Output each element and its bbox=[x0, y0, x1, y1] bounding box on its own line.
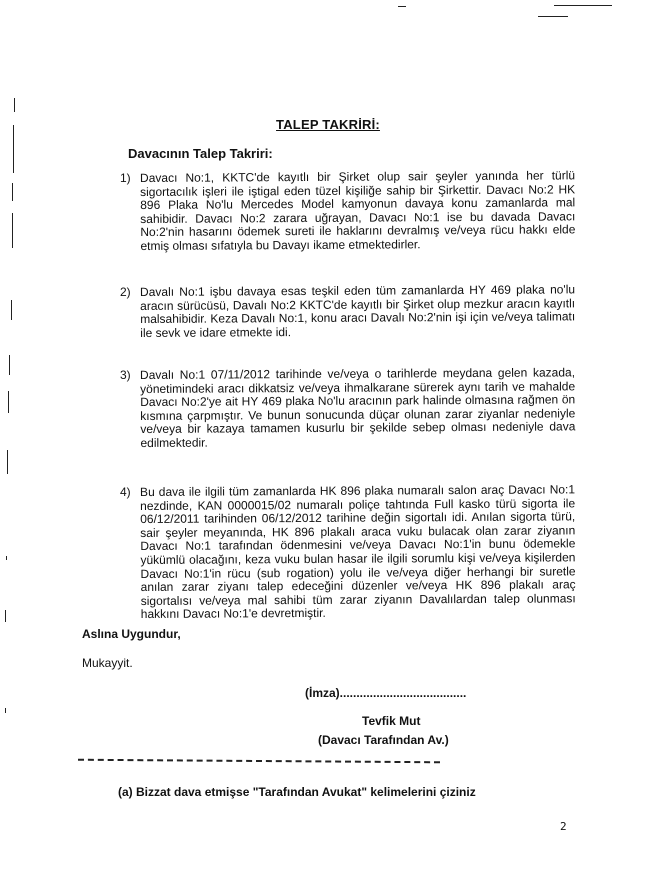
item-text: Bu dava ile ilgili tüm zamanlarda HK 896 plaka numaralı salon araç Davacı No:1 nezdinde, KAN 0000015/02 numaralı poliçe tahtında Full kasko türü sigorta ile 06/12/2011 tarihinden 06/12/2012 tarihine değin sigortalı idi. Anılan sigorta türü, sair şeyler meyanında, HK 896 plakalı araca vuku bulacak olan zarar ziyanın Davacı No:1 tarafından ödenmesini ve/veya Davacı No:1'in bunu ödemekle yükümlü olacağını, keza vuku bulan hasar ile ilgili sorumlu kişi ve/veya kişilerden Davacı No:1'in rücu (sub rogation) yolu ile ve/veya diğer herhangi bir suretle anılan zarar ziyanı talep edeceğini düzenler ve/veya HK 896 plakalı araç sigortalısı ve/veya mal sahibi tüm zarar ziyanın Davalılardan talep olunması hakkını Davacı No:1'e devretmiştir. bbox=[139, 482, 576, 622]
scan-artifact-mark bbox=[14, 98, 15, 112]
list-item bbox=[120, 365, 576, 451]
scan-artifact-mark bbox=[13, 125, 14, 173]
item-number: 4) bbox=[120, 485, 131, 499]
scan-artifact-line bbox=[538, 16, 568, 17]
footnote: (a) Bizzat dava etmişse "Tarafından Avukat" kelimelerini çiziniz bbox=[118, 785, 476, 799]
certification-text: Aslına Uygundur, bbox=[82, 627, 181, 641]
item-number: 2) bbox=[120, 285, 131, 299]
item-number: 1) bbox=[120, 171, 131, 185]
item-number: 3) bbox=[120, 368, 131, 382]
signer-role: (Davacı Tarafından Av.) bbox=[318, 733, 449, 747]
list-item bbox=[120, 482, 576, 622]
scan-artifact-mark bbox=[5, 708, 6, 713]
registrar-label: Mukayyit. bbox=[82, 656, 133, 670]
signer-name: Tevfik Mut bbox=[362, 714, 421, 728]
scan-artifact-mark bbox=[12, 183, 13, 201]
scan-artifact-mark bbox=[12, 213, 13, 248]
separator-line bbox=[78, 759, 440, 764]
scan-artifact-mark bbox=[5, 610, 6, 622]
item-text: Davalı No:1 işbu davaya esas teşkil eden tüm zamanlarda HY 469 plaka no'lu aracın sürücüsü, Davalı No:2 KKTC'de kayıtlı bir Şirket olup mezkur aracın kayıtlı malsahibidir. Keza Davalı No:1, konu aracı Davalı No:2'nin işi için ve/veya talimatı ile sevk ve idare etmekte idi. bbox=[139, 282, 576, 340]
document-title: TALEP TAKRİRİ: bbox=[276, 117, 380, 132]
scan-artifact-mark bbox=[11, 300, 12, 320]
item-text: Davacı No:1, KKTC'de kayıtlı bir Şirket olup sair şeyler yanında her türlü sigortacılık işleri ile iştigal eden tüzel kişiliğe sahip bir Şirkettir. Davacı No:2 HK 896 Plaka No'lu Mercedes Model kamyonun davaya konu zamanlarda mal sahibidir. Davacı No:2 zarara uğrayan, Davacı No:1 ise bu davada Davacı No:2'nin hasarını ödemek sureti ile haklarını devralmış ve/veya rücu hakkı elde etmiş olması sıfatıyla bu Davayı ikame etmektedirler. bbox=[139, 168, 576, 253]
scan-artifact-mark bbox=[6, 556, 7, 560]
list-item bbox=[120, 282, 576, 340]
scan-artifact-mark bbox=[9, 355, 10, 375]
item-text: Davalı No:1 07/11/2012 tarihinde ve/veya o tarihlerde meydana gelen kazada, yönetimindeki aracı dikkatsiz ve/veya ihmalkarane sürerek aynı tarih ve mahalde Davacı No:2'ye ait HY 469 plaka No'lu aracının park halinde olmasına rağmen ön kısmına çarpmıştır. Ve bunun sonucunda düçar olunan zarar ziyanlar nedeniyle ve/veya bir kazaya tamamen kusurlu bir şekilde sebep olması nedeniyle dava edilmektedir. bbox=[139, 365, 576, 450]
signature-line: (İmza)...................................... bbox=[305, 686, 467, 700]
scan-artifact-mark bbox=[8, 391, 9, 413]
scan-artifact-line bbox=[398, 6, 406, 7]
scan-artifact-line bbox=[554, 5, 612, 6]
list-item bbox=[120, 168, 576, 254]
document-subtitle: Davacının Talep Takriri: bbox=[128, 146, 273, 161]
page-number: 2 bbox=[560, 820, 567, 833]
scan-artifact-mark bbox=[7, 450, 8, 474]
